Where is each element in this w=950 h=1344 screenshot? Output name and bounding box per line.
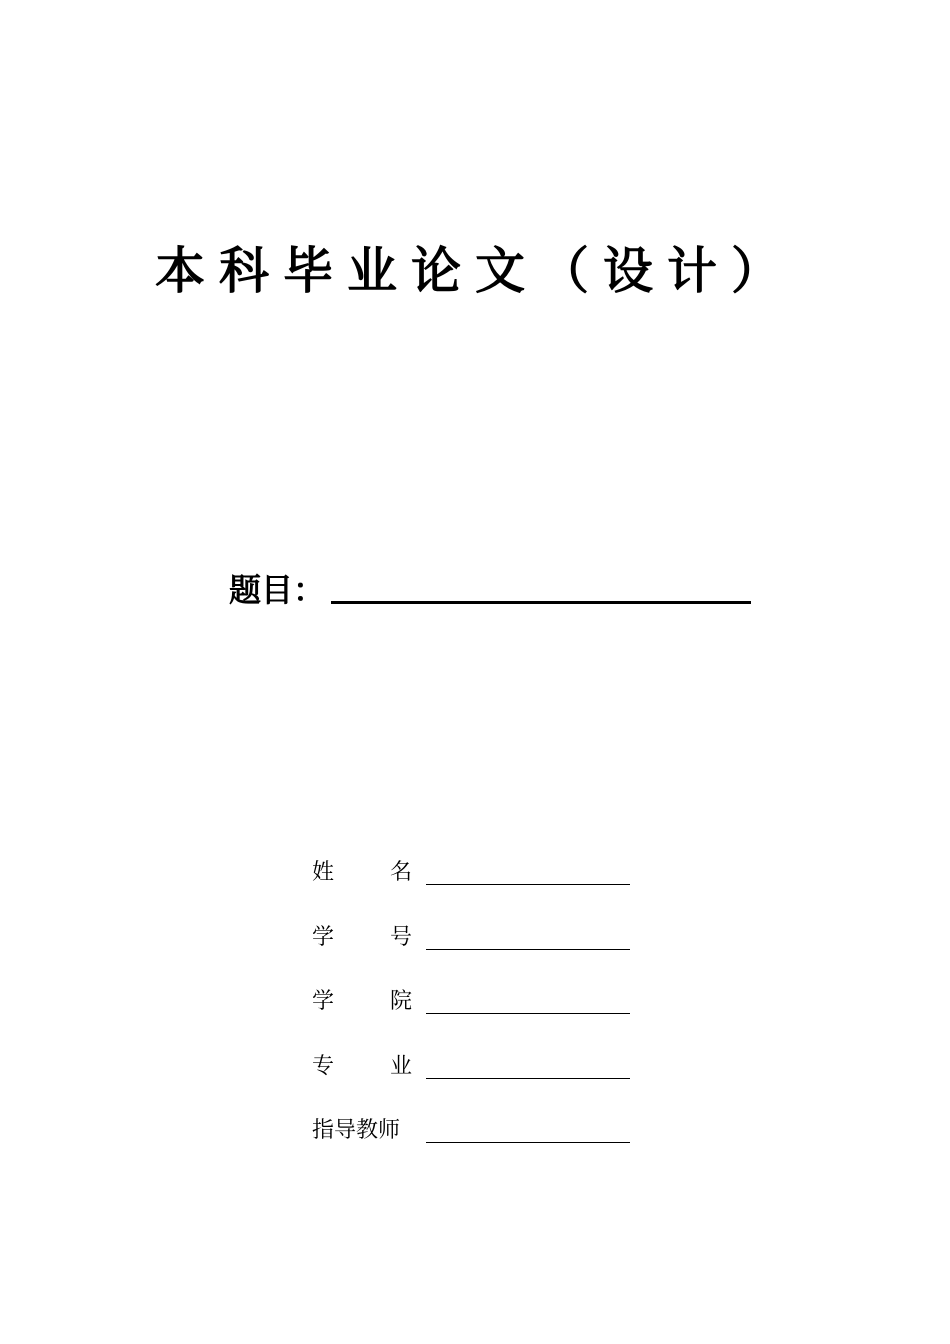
student-info-block bbox=[312, 856, 642, 1179]
field-label-major bbox=[312, 1050, 412, 1084]
field-label-char: 号 bbox=[389, 924, 412, 950]
field-row-advisor bbox=[312, 1114, 642, 1179]
field-label-text: 指导教师 bbox=[312, 1118, 401, 1143]
field-label-char: 专 bbox=[312, 1053, 335, 1079]
student-id-blank-line[interactable] bbox=[426, 949, 630, 950]
field-label-char: 学 bbox=[312, 989, 335, 1014]
name-blank-line[interactable] bbox=[426, 884, 630, 885]
field-row-college bbox=[312, 985, 642, 1050]
topic-blank-line[interactable] bbox=[331, 601, 751, 604]
field-label-char: 业 bbox=[389, 1053, 412, 1079]
advisor-blank-line[interactable] bbox=[426, 1142, 630, 1143]
field-label-char: 学 bbox=[312, 924, 335, 950]
college-blank-line[interactable] bbox=[426, 1013, 630, 1014]
topic-label: 题目： bbox=[229, 571, 326, 609]
field-label-name bbox=[312, 856, 412, 890]
field-label-student-id bbox=[312, 921, 412, 955]
topic-row bbox=[229, 566, 751, 610]
field-label-advisor bbox=[312, 1114, 412, 1148]
field-label-char: 院 bbox=[389, 989, 412, 1014]
field-label-char: 姓 bbox=[312, 860, 335, 885]
field-label-char: 名 bbox=[389, 860, 412, 885]
page-title: 本科毕业论文（设计） bbox=[155, 241, 795, 300]
field-label-college bbox=[312, 985, 412, 1019]
major-blank-line[interactable] bbox=[426, 1078, 630, 1079]
field-row-name bbox=[312, 856, 642, 921]
field-row-major bbox=[312, 1050, 642, 1115]
field-row-student-id bbox=[312, 921, 642, 986]
